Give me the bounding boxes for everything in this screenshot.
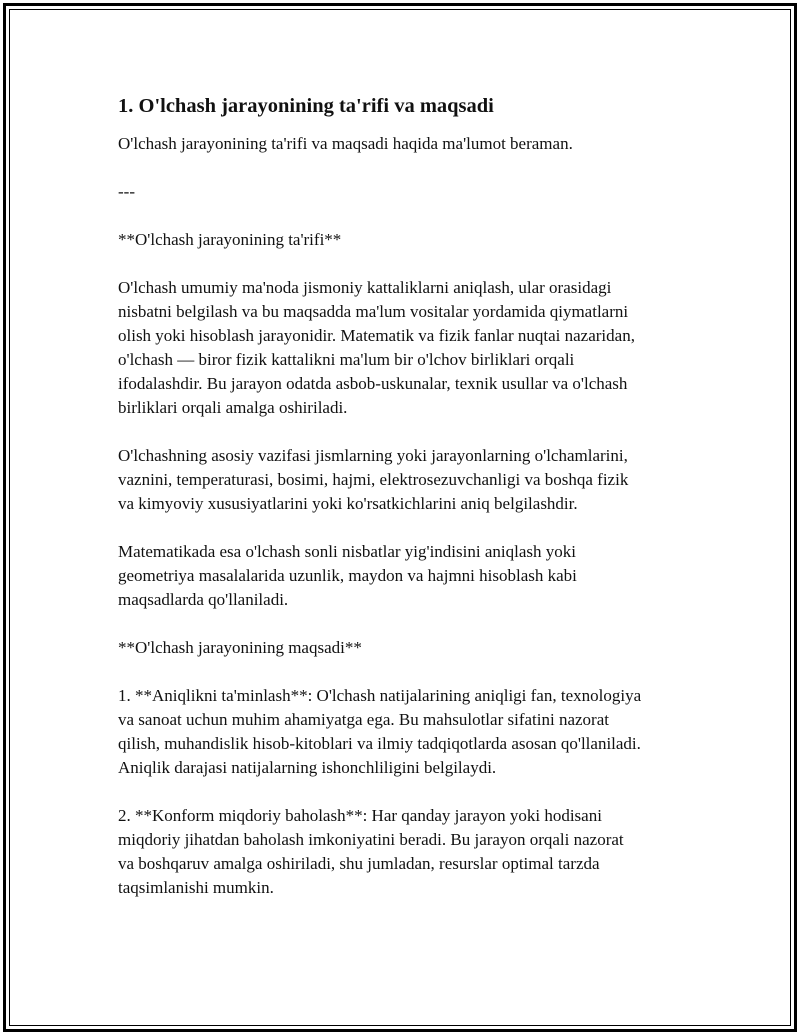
main-task-paragraph: O'lchashning asosiy vazifasi jismlarning yoki jarayonlarning o'lchamlarini, vaznini, temperaturasi, bosimi, hajmi, elektrosezuvchanligi va boshqa fizik va kimyoviy xususiyatlarini yoki ko'rsatkichlarini aniq belgilashdir. (118, 446, 629, 513)
list-item-accuracy: 1. **Aniqlikni ta'minlash**: O'lchash natijalarining aniqligi fan, texnologiya va sanoat uchun muhim ahamiyatga ega. Bu mahsulotlar sifatini nazorat qilish, muhandislik hisob-kitoblari va ilmiy tadqiqotlarda asosan qo'llaniladi. Aniqlik darajasi natijalarning ishonchliligini belgilaydi. (118, 686, 642, 777)
section-heading: 1. O'lchash jarayonining ta'rifi va maqsadi (118, 95, 494, 117)
list-item-assessment: 2. **Konform miqdoriy baholash**: Har qanday jarayon yoki hodisani miqdoriy jihatdan baholash imkoniyatini beradi. Bu jarayon orqali nazorat va boshqaruv amalga oshiriladi, shu jumladan, resurslar optimal tarzda taqsimlanishi mumkin. (118, 806, 624, 897)
document-body (118, 92, 708, 924)
definition-subheading: **O'lchash jarayonining ta'rifi** (118, 230, 342, 249)
separator-line: --- (118, 182, 135, 201)
purpose-subheading: **O'lchash jarayonining maqsadi** (118, 638, 362, 657)
mathematics-paragraph: Matematikada esa o'lchash sonli nisbatlar yig'indisini aniqlash yoki geometriya masalalarida uzunlik, maydon va hajmni hisoblash kabi maqsadlarda qo'llaniladi. (118, 542, 577, 609)
definition-paragraph: O'lchash umumiy ma'noda jismoniy kattaliklarni aniqlash, ular orasidagi nisbatni belgilash va bu maqsadda ma'lum vositalar yordamida qiymatlarni olish yoki hisoblash jarayonidir. Matematik va fizik fanlar nuqtai nazaridan, o'lchash — biror fizik kattalikni ma'lum bir o'lchov birliklari orqali ifodalashdir. Bu jarayon odatda asbob-uskunalar, texnik usullar va o'lchash birliklari orqali amalga oshiriladi. (118, 278, 635, 417)
intro-paragraph: O'lchash jarayonining ta'rifi va maqsadi haqida ma'lumot beraman. (118, 134, 573, 153)
